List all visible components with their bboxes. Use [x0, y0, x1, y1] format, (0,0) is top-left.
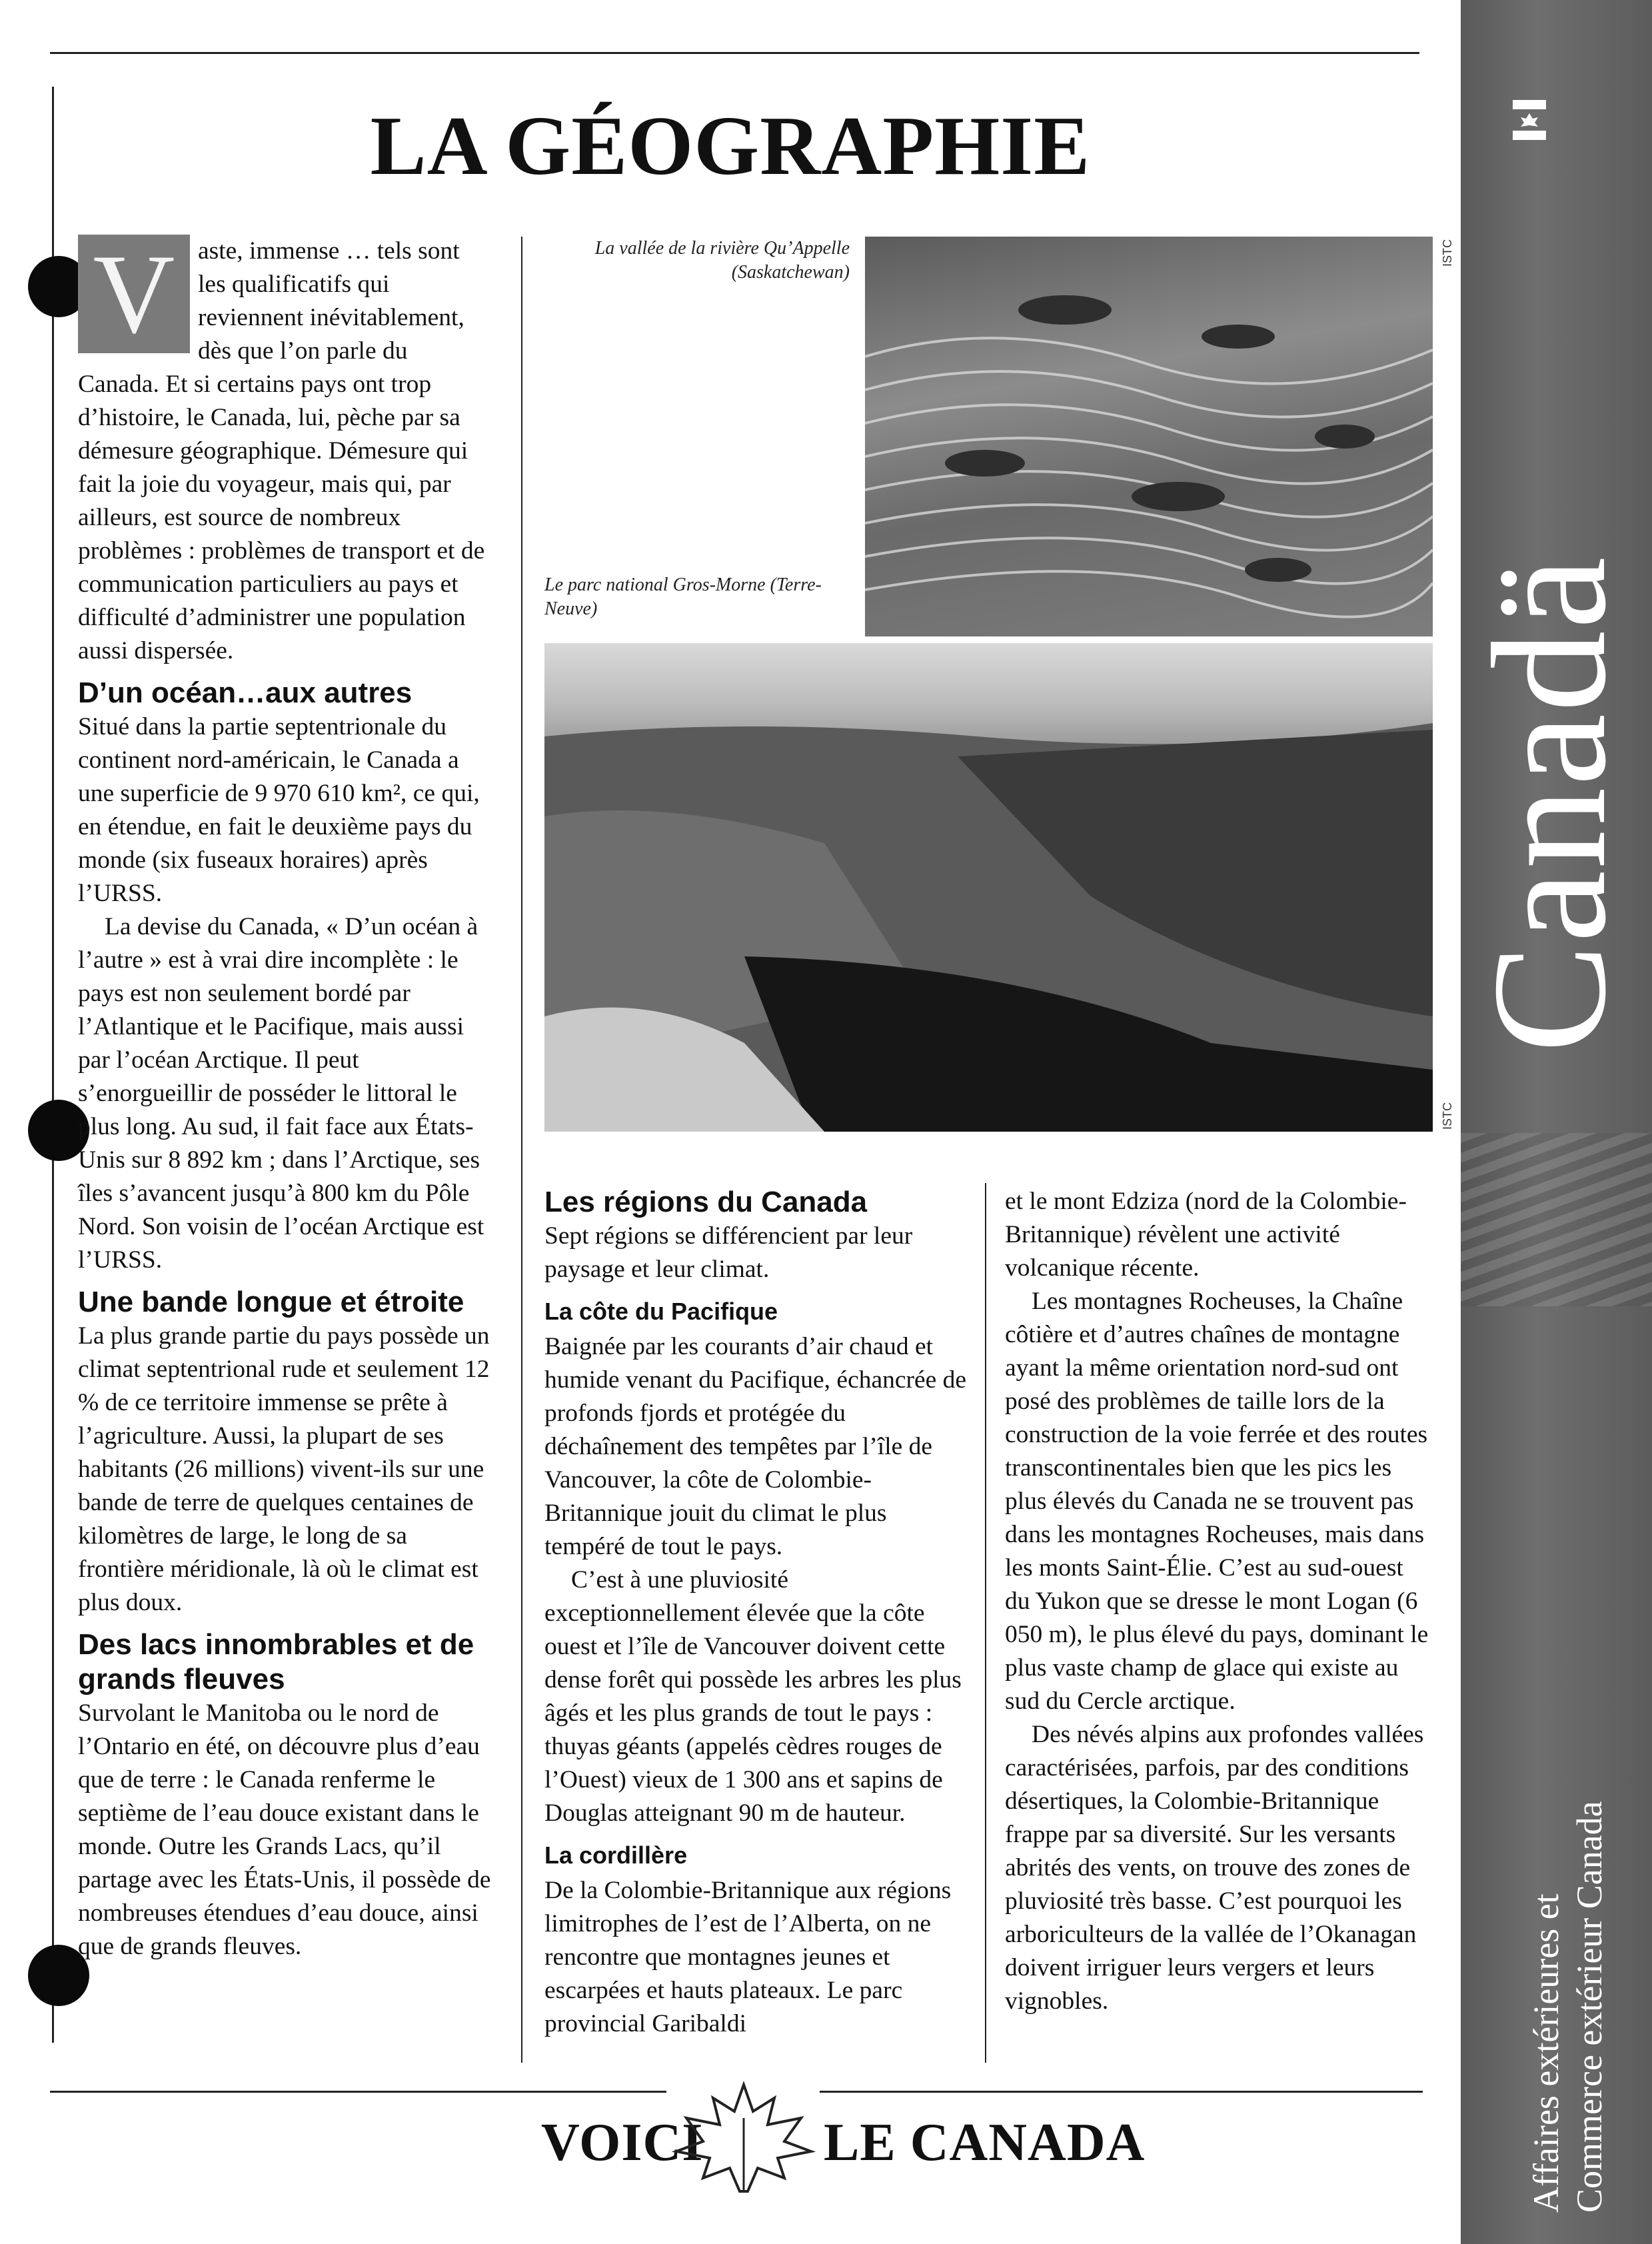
footer-voici: VOICI: [541, 2113, 704, 2172]
paragraph-pacifique-2: C’est à une pluviosité exceptionnellement élevée que la côte ouest et l’île de Vancouver doivent cette dense forêt qui possède les arbres les plus âgés et les plus grands de tout le pays : thuyas géants (appelés cèdres rouges de l’Ouest) vieux de 1 300 ans et sapins de Douglas atteignant 90 m de hauteur.: [544, 1566, 962, 1827]
canada-wordmark: Canadä: [1459, 555, 1639, 1053]
department-line-2: Commerce extérieur Canada: [1569, 1801, 1609, 2213]
photo-credit-1: ISTC: [1441, 239, 1454, 267]
left-margin-rule: [52, 87, 54, 2043]
paragraph-ocean-2: La devise du Canada, « D’un océan à l’autre » est à vrai dire incomplète : le pays est non seulement bordé par l’Atlantique et le Pacifique, mais aussi par l’océan Arctique. Il peut s’enorgueillir de posséder le littoral le plus long. Au sud, il fait face aux États-Unis sur 8 892 km ; dans l’Arctique, ses îles s’avancent jusqu’à 800 km du Pôle Nord. Son voisin de l’océan Arctique est l’URSS.: [78, 913, 484, 1274]
heading-ocean: D’un océan…aux autres: [78, 676, 413, 709]
top-rule: [50, 52, 1419, 54]
paragraph-col3-3: Des névés alpins aux profondes vallées caractérisées, parfois, par des conditions désertiques, la Colombie-Britannique frappe par sa diversité. Sur les versants abrités des vents, on trouve des zones de pluviosité très basse. C’est pourquoi les arboriculteurs de la vallée de l’Okanagan doivent irriguer leurs vergers et leurs vignobles.: [1005, 1721, 1424, 2015]
department-line-1: Affaires extérieures et: [1526, 1893, 1566, 2213]
heading-regions: Les régions du Canada: [544, 1186, 868, 1218]
intro-paragraph: aste, immense … tels sont les qualificatifs qui reviennent inévitablement, dès que l’on parle du Canada. Et si certains pays ont trop d’histoire, le Canada, lui, pèche par sa démesure géographique. Démesure qui fait la joie du voyageur, mais qui, par ailleurs, est source de nombreux problèmes : problèmes de transport et de communication particuliers au pays et difficulté d’administrer une population aussi dispersée.: [78, 237, 485, 664]
footer-le-canada: LE CANADA: [824, 2113, 1146, 2172]
heading-pacifique: La côte du Pacifique: [544, 1298, 778, 1325]
paragraph-regions: Sept régions se différencient par leur paysage et leur climat.: [544, 1222, 913, 1283]
photo-gros-morne-shapes: [544, 643, 1433, 1132]
drop-cap: V: [78, 235, 190, 353]
paragraph-lacs: Survolant le Manitoba ou le nord de l’Ontario en été, on découvre plus d’eau que de terre : le Canada renferme le septième de l’eau douce existant dans le monde. Outre les Grands Lacs, qu’il partage avec les États-Unis, il possède de nombreuses étendues d’eau douce, ainsi que de grands fleuves.: [78, 1699, 491, 1960]
photo-credit-2: ISTC: [1441, 1102, 1454, 1130]
paragraph-col3-1: et le mont Edziza (nord de la Colombie-Britannique) révèlent une activité volcanique récente.: [1005, 1188, 1407, 1282]
photo-quappelle-valley: [865, 237, 1433, 636]
photo-quappelle-pattern: [865, 237, 1433, 636]
page-title: LA GÉOGRAPHIE: [370, 100, 1091, 193]
footer-rule-right: [820, 2091, 1423, 2093]
paragraph-pacifique-1: Baignée par les courants d’air chaud et humide venant du Pacifique, échancrée de profonds fjords et protégée du déchaînement des tempêtes par l’île de Vancouver, la côte de Colombie-Britannique jouit du climat le plus tempéré de tout le pays.: [544, 1333, 967, 1560]
heading-cordillere: La cordillère: [544, 1841, 688, 1869]
heading-bande: Une bande longue et étroite: [78, 1286, 464, 1318]
column-rule-2: [985, 1183, 986, 2063]
paragraph-ocean-1: Situé dans la partie septentrionale du continent nord-américain, le Canada a une superficie de 9 970 610 km², ce qui, en étendue, en fait le deuxième pays du monde (six fuseaux horaires) après l’URSS.: [78, 713, 480, 907]
paragraph-col3-2: Les montagnes Rocheuses, la Chaîne côtière et d’autres chaînes de montagne ayant la même orientation nord-sud ont posé des problèmes de taille lors de la construction de la voie ferrée et des routes transcontinentales bien que les pics les plus élevés du Canada ne se trouvent pas dans les montagnes Rocheuses, mais dans les monts Saint-Élie. C’est au sud-ouest du Yukon que se dresse le mont Logan (6 050 m), le plus élevé du pays, dominant le plus vaste champ de glace qui existe au sud du Cercle arctique.: [1005, 1288, 1429, 1715]
maple-leaf-icon: [668, 2078, 820, 2198]
column-1: [78, 231, 491, 1963]
flag-icon: [1513, 100, 1546, 140]
photo-gros-morne: [544, 643, 1433, 1132]
footer-rule-left: [50, 2091, 666, 2093]
column-3: [1005, 1185, 1431, 2018]
column-2: [544, 1185, 971, 2041]
band-stripes: [1461, 1133, 1652, 1306]
paragraph-cordillere: De la Colombie-Britannique aux régions limitrophes de l’est de l’Alberta, on ne rencontre que montagnes jeunes et escarpées et hauts plateaux. Le parc provincial Garibaldi: [544, 1877, 952, 2037]
photo-caption-2: Le parc national Gros-Morne (Terre-Neuve): [544, 574, 822, 619]
photo-caption-1: La vallée de la rivière Qu’Appelle (Saskatchewan): [594, 238, 850, 283]
heading-lacs: Des lacs innombrables et de grands fleuves: [78, 1628, 474, 1695]
paragraph-bande: La plus grande partie du pays possède un climat septentrional rude et seulement 12 % de ce territoire immense se prête à l’agriculture. Aussi, la plupart de ses habitants (26 millions) vivent-ils sur une bande de terre de quelques centaines de kilomètres de large, le long de sa frontière méridionale, là où le climat est plus doux.: [78, 1322, 490, 1616]
column-rule-1: [521, 237, 522, 2063]
